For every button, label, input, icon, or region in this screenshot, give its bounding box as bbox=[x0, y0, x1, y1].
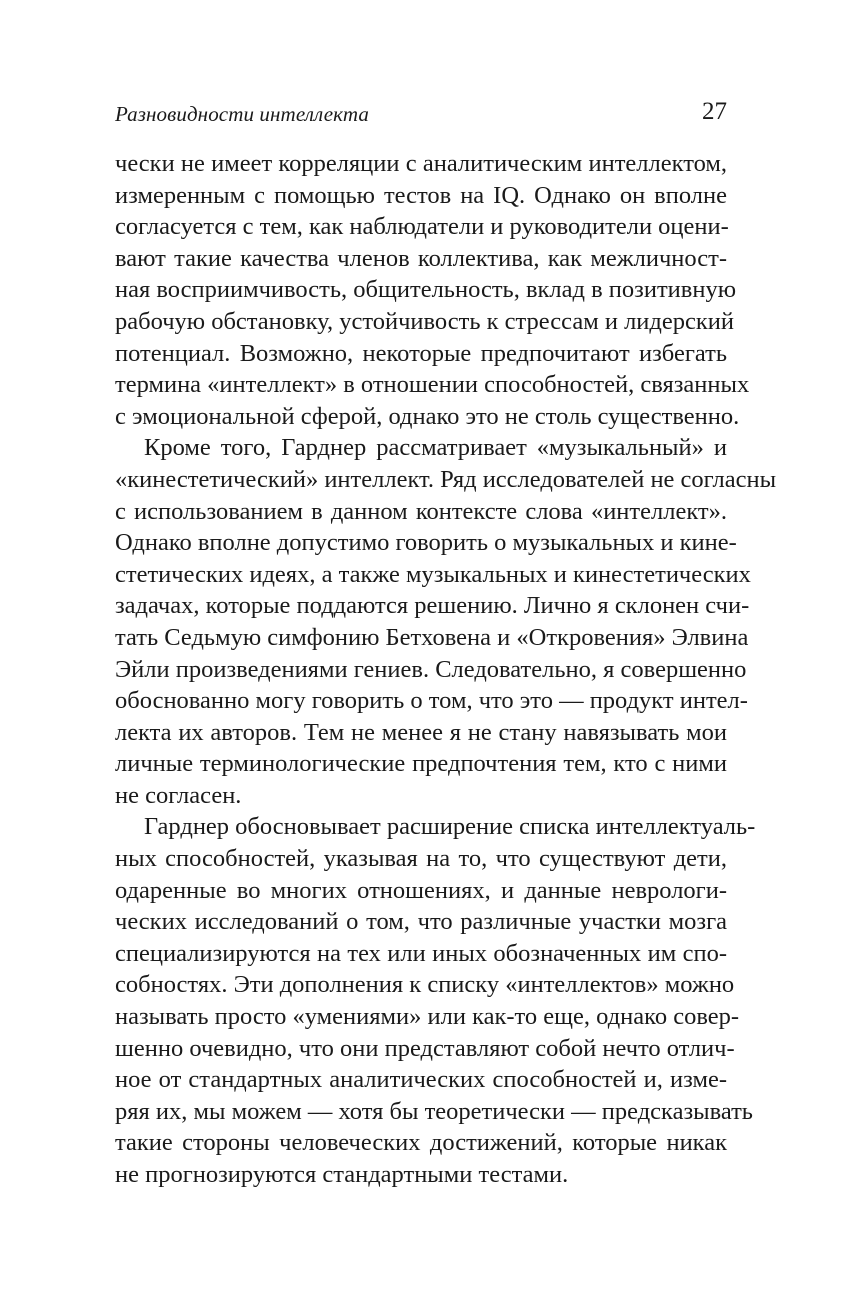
text-line: вают такие качества членов коллектива, как межличност- bbox=[115, 244, 727, 272]
text-line: Однако вполне допустимо говорить о музыкальных и кине- bbox=[115, 529, 737, 557]
text-line: ное от стандартных аналитических способностей и, изме- bbox=[115, 1066, 727, 1094]
text-line: специализируются на тех или иных обозначенных им спо- bbox=[115, 939, 727, 967]
text-line: шенно очевидно, что они представляют собой нечто отлич- bbox=[115, 1034, 735, 1062]
text-line: собностях. Эти дополнения к списку «интеллектов» можно bbox=[115, 971, 735, 999]
text-line: чески не имеет корреляции с аналитическим интеллектом, bbox=[115, 150, 727, 177]
text-line: рабочую обстановку, устойчивость к стрессам и лидерский bbox=[115, 307, 735, 335]
text-line: ряя их, мы можем — хотя бы теоретически — предсказывать bbox=[115, 1097, 753, 1125]
text-line: задачах, которые поддаются решению. Лично я склонен счи- bbox=[115, 592, 750, 620]
paragraph-3 bbox=[115, 811, 756, 1190]
text-line: термина «интеллект» в отношении способностей, связанных bbox=[115, 371, 750, 399]
body-text bbox=[115, 148, 777, 1191]
text-line: ная восприимчивость, общительность, вклад в позитивную bbox=[115, 276, 737, 304]
text-line: тать Седьмую симфонию Бетховена и «Откровения» Элвина bbox=[115, 623, 749, 651]
text-line: стетических идеях, а также музыкальных и кинестетических bbox=[115, 560, 751, 588]
text-line: «кинестетический» интеллект. Ряд исследователей не согласны bbox=[115, 465, 777, 493]
text-line: обоснованно могу говорить о том, что это — продукт интел- bbox=[115, 687, 748, 715]
text-line: ческих исследований о том, что различные участки мозга bbox=[115, 908, 727, 936]
text-line: с использованием в данном контексте слова «интеллект». bbox=[115, 497, 727, 525]
text-line: такие стороны человеческих достижений, которые никак bbox=[115, 1129, 727, 1157]
text-line: личные терминологические предпочтения тем, кто с ними bbox=[115, 750, 727, 778]
paragraph-2 bbox=[115, 432, 777, 811]
text-line: называть просто «умениями» или как-то еще, однако совер- bbox=[115, 1003, 740, 1031]
text-line: одаренные во многих отношениях, и данные неврологи- bbox=[115, 876, 727, 904]
text-line: потенциал. Возможно, некоторые предпочитают избегать bbox=[115, 339, 727, 367]
text-line: Эйли произведениями гениев. Следовательно, я совершенно bbox=[115, 655, 747, 683]
text-line: не прогнозируются стандартными тестами. bbox=[115, 1161, 569, 1188]
text-line: согласуется с тем, как наблюдатели и руководители оцени- bbox=[115, 213, 729, 241]
text-line: измеренным с помощью тестов на IQ. Однако он вполне bbox=[115, 181, 727, 209]
text-line: Кроме того, Гарднер рассматривает «музыкальный» и bbox=[144, 434, 727, 462]
text-line: не согласен. bbox=[115, 781, 242, 809]
paragraph-1 bbox=[115, 148, 750, 432]
chapter-title: Разновидности интеллекта bbox=[115, 102, 369, 126]
text-line: лекта их авторов. Тем не менее я не стану навязывать мои bbox=[115, 718, 727, 746]
page-number: 27 bbox=[702, 98, 727, 125]
text-line: Гарднер обосновывает расширение списка интеллектуаль- bbox=[144, 813, 756, 841]
running-header bbox=[115, 98, 727, 134]
text-line: ных способностей, указывая на то, что существуют дети, bbox=[115, 845, 727, 873]
text-line: с эмоциональной сферой, однако это не столь существенно. bbox=[115, 402, 740, 430]
